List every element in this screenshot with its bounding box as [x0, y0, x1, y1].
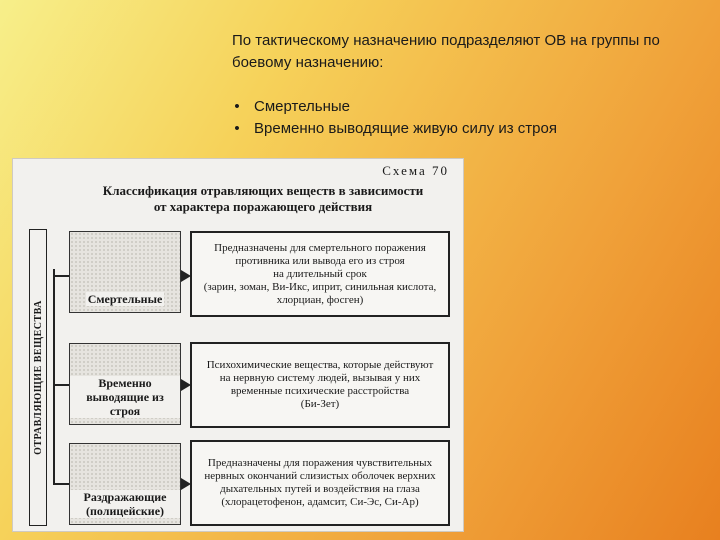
bullet-icon: •: [234, 120, 240, 137]
scheme-label: Схема 70: [382, 163, 449, 178]
description-line: нервных окончаний слизистых оболочек верхних: [204, 470, 436, 482]
description-line: Психохимические вещества, которые действуют: [206, 359, 434, 371]
category-name: Раздражающие (полицейские): [70, 490, 180, 518]
vertical-label: ОТРАВЛЯЮЩИЕ ВЕЩЕСТВА: [32, 300, 44, 455]
classification-scheme: [12, 158, 464, 532]
description-line: временные психические расстройства: [230, 385, 410, 397]
category-box-temporary: [69, 343, 181, 425]
description-line: хлорциан, фосген): [276, 293, 364, 306]
scheme-title-line: от характера поражающего действия: [153, 199, 373, 214]
description-line: на длительный срок: [273, 267, 367, 280]
bullet-item: [232, 118, 702, 140]
bullet-list: [232, 96, 702, 140]
description-line: Предназначены для поражения чувствительных: [207, 457, 433, 469]
category-name: Временно выводящие из строя: [70, 376, 180, 418]
category-name: Смертельные: [87, 292, 163, 306]
bullet-item: [232, 96, 702, 118]
scheme-title-line: Классификация отравляющих веществ в зависимости: [102, 183, 424, 198]
vertical-label-box: [29, 229, 47, 526]
description-line: на нервную систему людей, вызывая у них: [219, 372, 421, 384]
bullet-text: Смертельные: [254, 98, 351, 115]
slide-text-block: [232, 30, 702, 140]
connector-line: [53, 384, 69, 386]
category-box-irritant: [69, 443, 181, 525]
description-line: дыхательных путей и воздействия на глаза: [220, 483, 420, 495]
category-box-lethal: [69, 231, 181, 313]
connector-spine: [53, 269, 55, 484]
connector-line: [53, 275, 69, 277]
description-box-lethal: [190, 231, 450, 317]
description-line: (зарин, зоман, Ви-Икс, иприт, синильная кислота,: [203, 280, 437, 293]
description-line: Предназначены для смертельного поражения: [214, 241, 426, 254]
description-line: противника или вывода его из строя: [235, 254, 405, 267]
scheme-title: [73, 183, 453, 215]
description-line: (хлорацетофенон, адамсит, Си-Эс, Си-Ар): [221, 496, 419, 508]
bullet-icon: •: [234, 98, 240, 115]
intro-text: По тактическому назначению подразделяют ОВ на группы по боевому назначению:: [232, 32, 660, 71]
description-box-irritant: [190, 440, 450, 526]
description-line: (Би-Зет): [300, 398, 340, 410]
description-box-temporary: [190, 342, 450, 428]
bullet-text: Временно выводящие живую силу из строя: [254, 120, 557, 137]
connector-line: [53, 483, 69, 485]
